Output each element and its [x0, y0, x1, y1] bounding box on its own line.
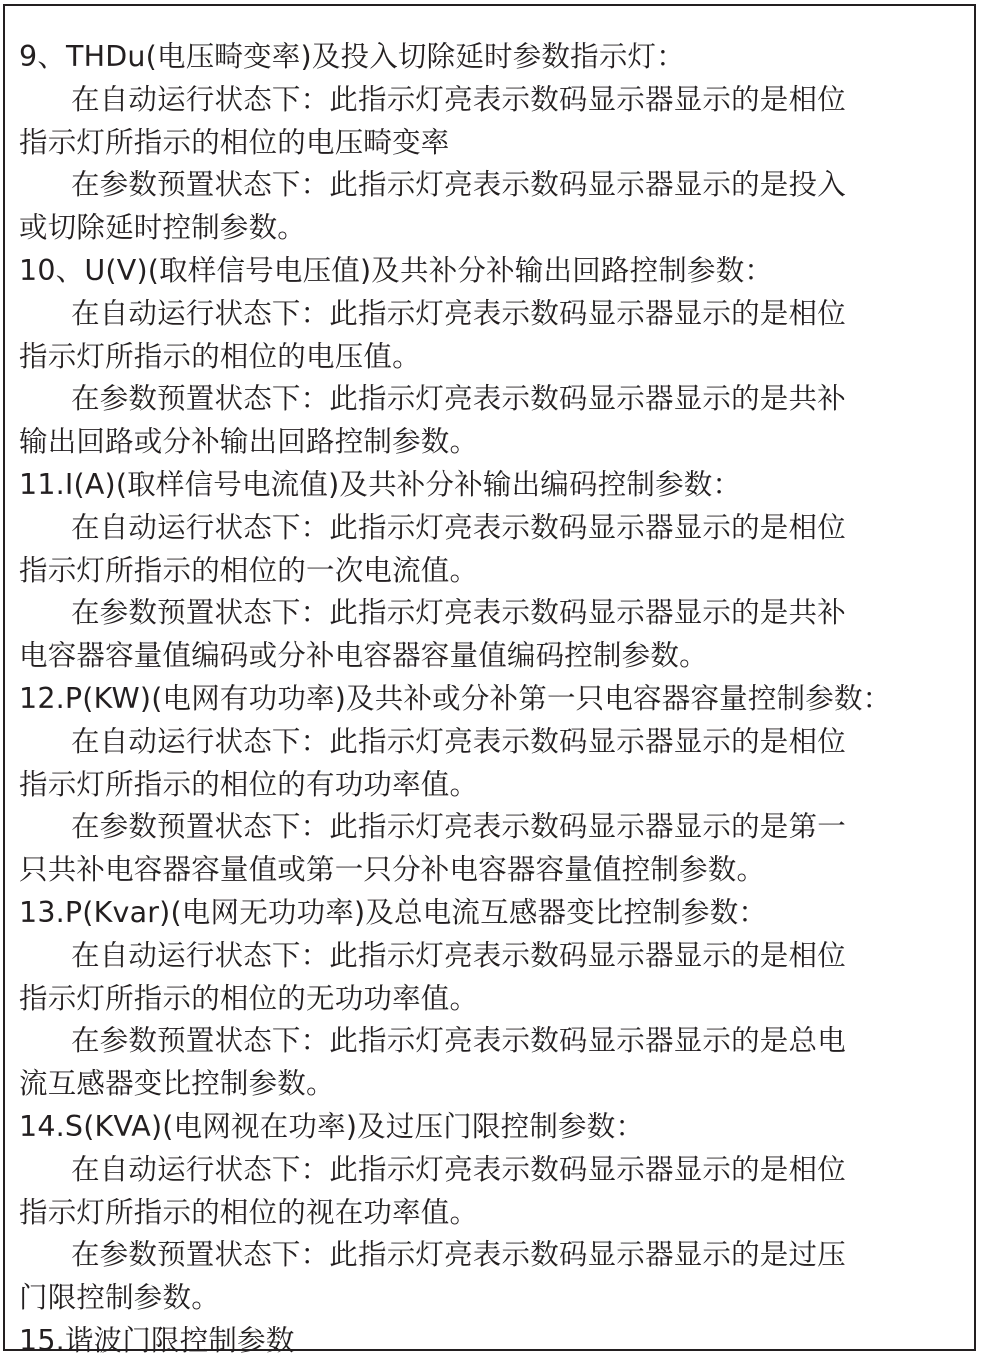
paragraph-line-indented: 在参数预置状态下：此指示灯亮表示数码显示器显示的是投入 [71, 168, 846, 202]
paragraph-line: 13.P(Kvar)(电网无功功率)及总电流互感器变比控制参数： [19, 895, 768, 929]
paragraph-line: 只共补电容器容量值或第一只分补电容器容量值控制参数。 [19, 853, 766, 887]
paragraph-line-indented: 在自动运行状态下：此指示灯亮表示数码显示器显示的是相位 [71, 938, 846, 972]
paragraph-line-indented: 在参数预置状态下：此指示灯亮表示数码显示器显示的是第一 [71, 810, 846, 844]
paragraph-line-indented: 在自动运行状态下：此指示灯亮表示数码显示器显示的是相位 [71, 1152, 846, 1186]
paragraph-line: 指示灯所指示的相位的电压值。 [19, 339, 421, 373]
paragraph-line: 指示灯所指示的相位的视在功率值。 [19, 1195, 479, 1229]
paragraph-line: 11.I(A)(取样信号电流值)及共补分补输出编码控制参数： [19, 467, 742, 501]
paragraph-line: 指示灯所指示的相位的一次电流值。 [19, 553, 479, 587]
paragraph-line: 门限控制参数。 [19, 1281, 220, 1315]
paragraph-line: 14.S(KVA)(电网视在功率)及过压门限控制参数： [19, 1109, 645, 1143]
paragraph-line-indented: 在自动运行状态下：此指示灯亮表示数码显示器显示的是相位 [71, 510, 846, 544]
paragraph-line: 或切除延时控制参数。 [19, 211, 307, 245]
paragraph-line-indented: 在参数预置状态下：此指示灯亮表示数码显示器显示的是总电 [71, 1024, 846, 1058]
paragraph-line: 指示灯所指示的相位的无功功率值。 [19, 981, 479, 1015]
paragraph-line: 流互感器变比控制参数。 [19, 1067, 335, 1101]
document-frame [3, 4, 976, 1357]
paragraph-line-indented: 在参数预置状态下：此指示灯亮表示数码显示器显示的是过压 [71, 1238, 846, 1272]
paragraph-line-indented: 在参数预置状态下：此指示灯亮表示数码显示器显示的是共补 [71, 596, 846, 630]
paragraph-line: 电容器容量值编码或分补电容器容量值编码控制参数。 [19, 639, 708, 673]
paragraph-line-indented: 在自动运行状态下：此指示灯亮表示数码显示器显示的是相位 [71, 296, 846, 330]
paragraph-line: 指示灯所指示的相位的电压畸变率 [19, 125, 450, 159]
paragraph-line-indented: 在参数预置状态下：此指示灯亮表示数码显示器显示的是共补 [71, 382, 846, 416]
paragraph-line-indented: 在自动运行状态下：此指示灯亮表示数码显示器显示的是相位 [71, 724, 846, 758]
paragraph-line: 指示灯所指示的相位的有功功率值。 [19, 767, 479, 801]
paragraph-line-indented: 在自动运行状态下：此指示灯亮表示数码显示器显示的是相位 [71, 82, 846, 116]
paragraph-line: 10、U(V)(取样信号电压值)及共补分补输出回路控制参数： [19, 253, 774, 287]
paragraph-line: 输出回路或分补输出回路控制参数。 [19, 425, 479, 459]
paragraph-line: 12.P(KW)(电网有功功率)及共补或分补第一只电容器容量控制参数： [19, 681, 892, 715]
paragraph-line: 9、THDu(电压畸变率)及投入切除延时参数指示灯： [19, 40, 685, 73]
document-body [19, 36, 969, 1363]
paragraph-line: 15.谐波门限控制参数 [19, 1323, 295, 1357]
